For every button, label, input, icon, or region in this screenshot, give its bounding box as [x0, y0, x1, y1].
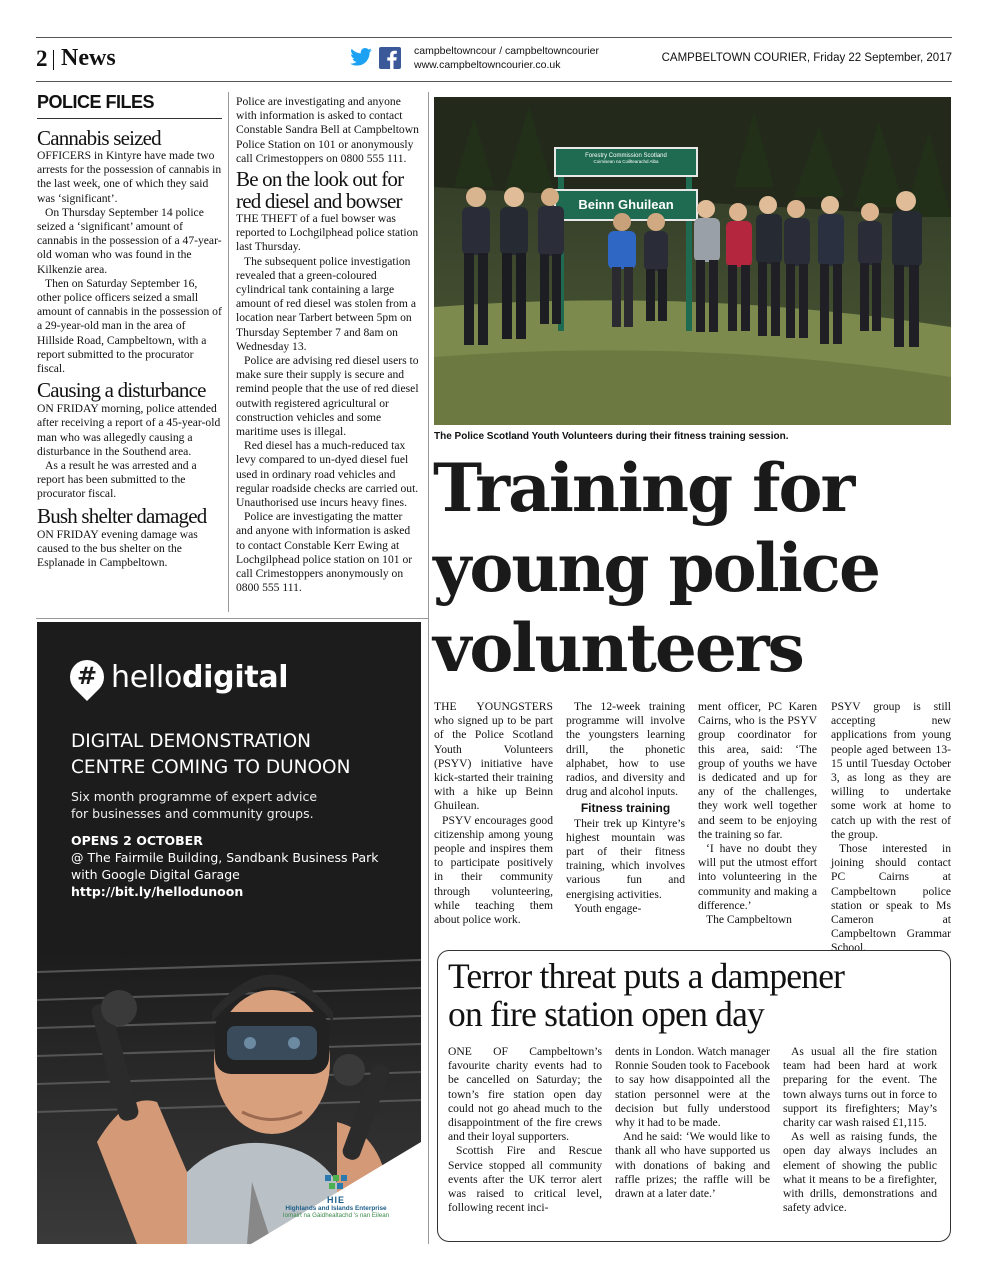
headline-disturbance: Causing a disturbance	[37, 378, 206, 403]
twitter-icon[interactable]	[350, 48, 372, 71]
volunteers-figures	[434, 97, 951, 425]
facebook-icon[interactable]	[379, 47, 401, 69]
advert-headline-line: DIGITAL DEMONSTRATION	[71, 731, 312, 752]
hie-emblem-icon	[325, 1175, 347, 1195]
hie-abbr: HIE	[326, 1195, 345, 1205]
paragraph: ment officer, PC Karen Cairns, who is the PSYV group coordinator for this area, said: ‘The group of youths we have is dedicated and up for any of the challenges, they work well together and seem to be enjoying the training so far.	[698, 700, 817, 841]
fire-story-column-1	[448, 1045, 602, 1215]
paragraph: The Campbeltown	[706, 913, 792, 927]
paragraph: ON FRIDAY evening damage was caused to the bus shelter on the Esplanade in Campbeltown.	[37, 527, 198, 570]
section-title-rule	[37, 118, 222, 119]
paragraph: THE THEFT of a fuel bowser was reported to Lochgilphead police station last Thursday.	[236, 212, 419, 254]
column-divider	[228, 92, 229, 612]
psyv-group-photo	[434, 97, 951, 425]
fire-story-headline	[448, 957, 943, 1033]
website-link[interactable]: www.campbeltowncourier.co.uk	[414, 59, 561, 71]
paragraph: Their trek up Kintyre’s highest mountain was part of their fitness training, which involves various fun and energising activities.	[566, 816, 685, 901]
advert-desc-line: Six month programme of expert advice	[71, 789, 318, 804]
paragraph: The subsequent police investigation revealed that a green-coloured cylindrical tank containing a large amount of red diesel was stolen from a location near Tarbert between 5pm on Thursday September 7 and 8am on Wednesday 13.	[236, 254, 416, 353]
advert-venue: with Google Digital Garage	[71, 867, 240, 882]
fire-headline-line: on fire station open day	[448, 994, 764, 1034]
paragraph: Police are advising red diesel users to make sure their supply is secure and remind people that the use of red diesel outwith registered agricultural or construction vehicles and some maritime uses is illegal.	[236, 354, 419, 439]
fire-headline-line: Terror threat puts a dampener	[448, 956, 845, 996]
paragraph: Then on Saturday September 16, other police officers seized a small amount of cannabis in the possession of a 29-year-old man in the area of Hillside Road, Campbeltown, with a report submitted to the procurator fiscal.	[37, 276, 222, 376]
story-bus-shelter-continued	[236, 95, 422, 166]
paragraph: ‘I have no doubt they will put the utmost effort into volunteering in the community and making a difference.’	[698, 842, 817, 912]
hashtag-symbol-icon: #	[76, 662, 98, 690]
paragraph: And he said: ‘We would like to thank all who have supported us with donations of baking and raffle prizes; the raffle will be drawn at a later date.’	[615, 1130, 770, 1201]
feature-column-3	[698, 700, 817, 927]
fire-story-column-3	[783, 1045, 937, 1215]
paragraph: Scottish Fire and Rescue Service stopped all community events after the UK terror alert was raised to critical level, following recent inci-	[448, 1144, 602, 1215]
paragraph: PSYV group is still accepting new applications from young people aged between 13-15 until Tuesday October 3, as long as they are willing to undertake some work at home to catch up with the rest of the group.	[831, 700, 951, 841]
story-cannabis-body	[37, 149, 222, 376]
headline-red-diesel: Be on the look out for red diesel and bowser	[236, 167, 404, 214]
hie-gaelic: Iomairt na Gàidhealtachd ’s nan Eilean	[282, 1212, 390, 1219]
feature-headline-line: young police	[433, 529, 879, 607]
header-bottom-rule	[36, 81, 952, 82]
top-rule	[36, 37, 952, 38]
sign-gaelic: Coimisean na Coilltearachd Alba	[593, 159, 659, 164]
social-handles[interactable]: campbeltowncour / campbeltowncourier	[414, 45, 600, 57]
advert-details	[71, 832, 379, 900]
feature-column-4	[831, 700, 951, 956]
advert-brand	[111, 660, 288, 695]
dateline: CAMPBELTOWN COURIER, Friday 22 September, 2017	[661, 52, 952, 64]
paragraph: PSYV encourages good citizenship among young people and inspires them to participate positively in their community through volunteering, while teaching them about police work.	[434, 813, 553, 927]
brand-bold: digital	[182, 660, 289, 695]
brand-prefix: hello	[111, 660, 182, 695]
paragraph: Police are investigating and anyone with information is asked to contact Constable Sandra Bell at Campbeltown Police Station on 101 or anonymously call Crimestoppers on 0800 555 111.	[236, 95, 419, 165]
paragraph: As well as raising funds, the open day always includes an element of showing the public what it means to be a firefighter, with drills, demonstrations and safety advice.	[783, 1130, 937, 1215]
hellodigital-advert[interactable]	[37, 622, 421, 1244]
story-disturbance-body	[37, 402, 222, 501]
feature-headline	[433, 448, 953, 688]
paragraph: As usual all the fire station team had been hard at work preparing for the event. The town always turns out in force to support its firefighters; May’s charity car wash raised £1,115.	[783, 1045, 937, 1130]
paragraph: ONE OF Campbeltown’s favourite charity events had to be cancelled on Saturday; the town’s fire station open day could not go ahead much to the disappointment of the fire crews and their loyal supporters.	[448, 1045, 602, 1144]
headline-cannabis: Cannabis seized	[37, 126, 161, 150]
beinn-ghuilean-sign: Beinn Ghuilean	[554, 189, 698, 221]
story-bus-shelter-body	[37, 528, 222, 571]
feature-column-2	[566, 700, 685, 916]
hie-logo	[273, 1175, 399, 1219]
advert-url[interactable]: http://bit.ly/hellodunoon	[71, 884, 244, 899]
fire-station-story-box	[437, 950, 951, 1242]
page-header	[36, 42, 952, 80]
paragraph: As a result he was arrested and a report has been submitted to the procurator fiscal.	[37, 459, 197, 501]
photo-caption: The Police Scotland Youth Volunteers during their fitness training session.	[434, 431, 789, 442]
section-title-police-files: POLICE FILES	[37, 92, 155, 112]
advert-headline-line: CENTRE COMING TO DUNOON	[71, 757, 351, 778]
hie-name: Highlands and Islands Enterprise	[285, 1205, 387, 1212]
paragraph: Those interested in joining should contact PC Cairns at Campbeltown police station or speak to Ms Cameron at Campbeltown Grammar School.	[831, 842, 951, 955]
paragraph: The 12-week training programme will involve the youngsters learning drill, the phonetic alphabet, how to use radios, and diversity and drug and alcohol inputs.	[566, 700, 685, 799]
headline-bus-shelter: Bush shelter damaged	[37, 503, 207, 528]
paragraph: Youth engage-	[574, 901, 642, 915]
police-files-column-2	[236, 95, 422, 596]
paragraph: On Thursday September 14 police seized a ‘significant’ amount of cannabis in the possession of a 47-year-old woman who was found in the Kilkenzie area.	[37, 205, 222, 276]
advert-headline	[71, 729, 350, 781]
feature-headline-line: Training for	[433, 449, 854, 527]
advert-venue: @ The Fairmile Building, Sandbank Business Park	[71, 850, 379, 865]
paragraph: Police are investigating the matter and anyone with information is asked to contact Constable Kerr Ewing at Lochgilphead police station on 101 or call Crimestoppers anonymously on 0800 555 111.	[236, 510, 413, 595]
story-red-diesel-body	[236, 212, 422, 595]
subheading-fitness-training: Fitness training	[580, 801, 671, 816]
header-divider	[53, 50, 54, 70]
advert-opens: OPENS 2 OCTOBER	[71, 833, 203, 848]
police-files-bottom-rule	[36, 618, 428, 619]
police-files-column-1	[37, 92, 222, 570]
paragraph: dents in London. Watch manager Ronnie Souden took to Facebook to say how disappointed all the station personnel were at the decision but fully understood why it had to be made.	[615, 1045, 770, 1130]
feature-headline-line: volunteers	[433, 609, 803, 687]
page-number: 2	[36, 46, 48, 71]
sign-org: Forestry Commission Scotland	[585, 153, 667, 159]
page-column-divider	[428, 92, 429, 1244]
paragraph: ON FRIDAY morning, police attended after receiving a report of a 45-year-old man who was allegedly causing a disturbance in the Southend area.	[37, 402, 221, 458]
section-name: News	[61, 45, 116, 71]
fire-story-column-2	[615, 1045, 770, 1201]
paragraph: Red diesel has a much-reduced tax levy compared to un-dyed diesel fuel used in ordinary road vehicles and regular roadside checks are carried out. Unauthorised use incurs heavy fines.	[236, 439, 419, 510]
advert-desc-line: for businesses and community groups.	[71, 806, 314, 821]
paragraph: THE YOUNGSTERS who signed up to be part of the Police Scotland Youth Volunteers (PSYV) initiative have kick-started their training with a hike up Beinn Ghuilean.	[434, 700, 553, 813]
paragraph: OFFICERS in Kintyre have made two arrests for the possession of cannabis in the last week, one of which they said was ‘significant’.	[37, 149, 222, 205]
feature-column-1	[434, 700, 553, 927]
advert-description	[71, 788, 317, 822]
